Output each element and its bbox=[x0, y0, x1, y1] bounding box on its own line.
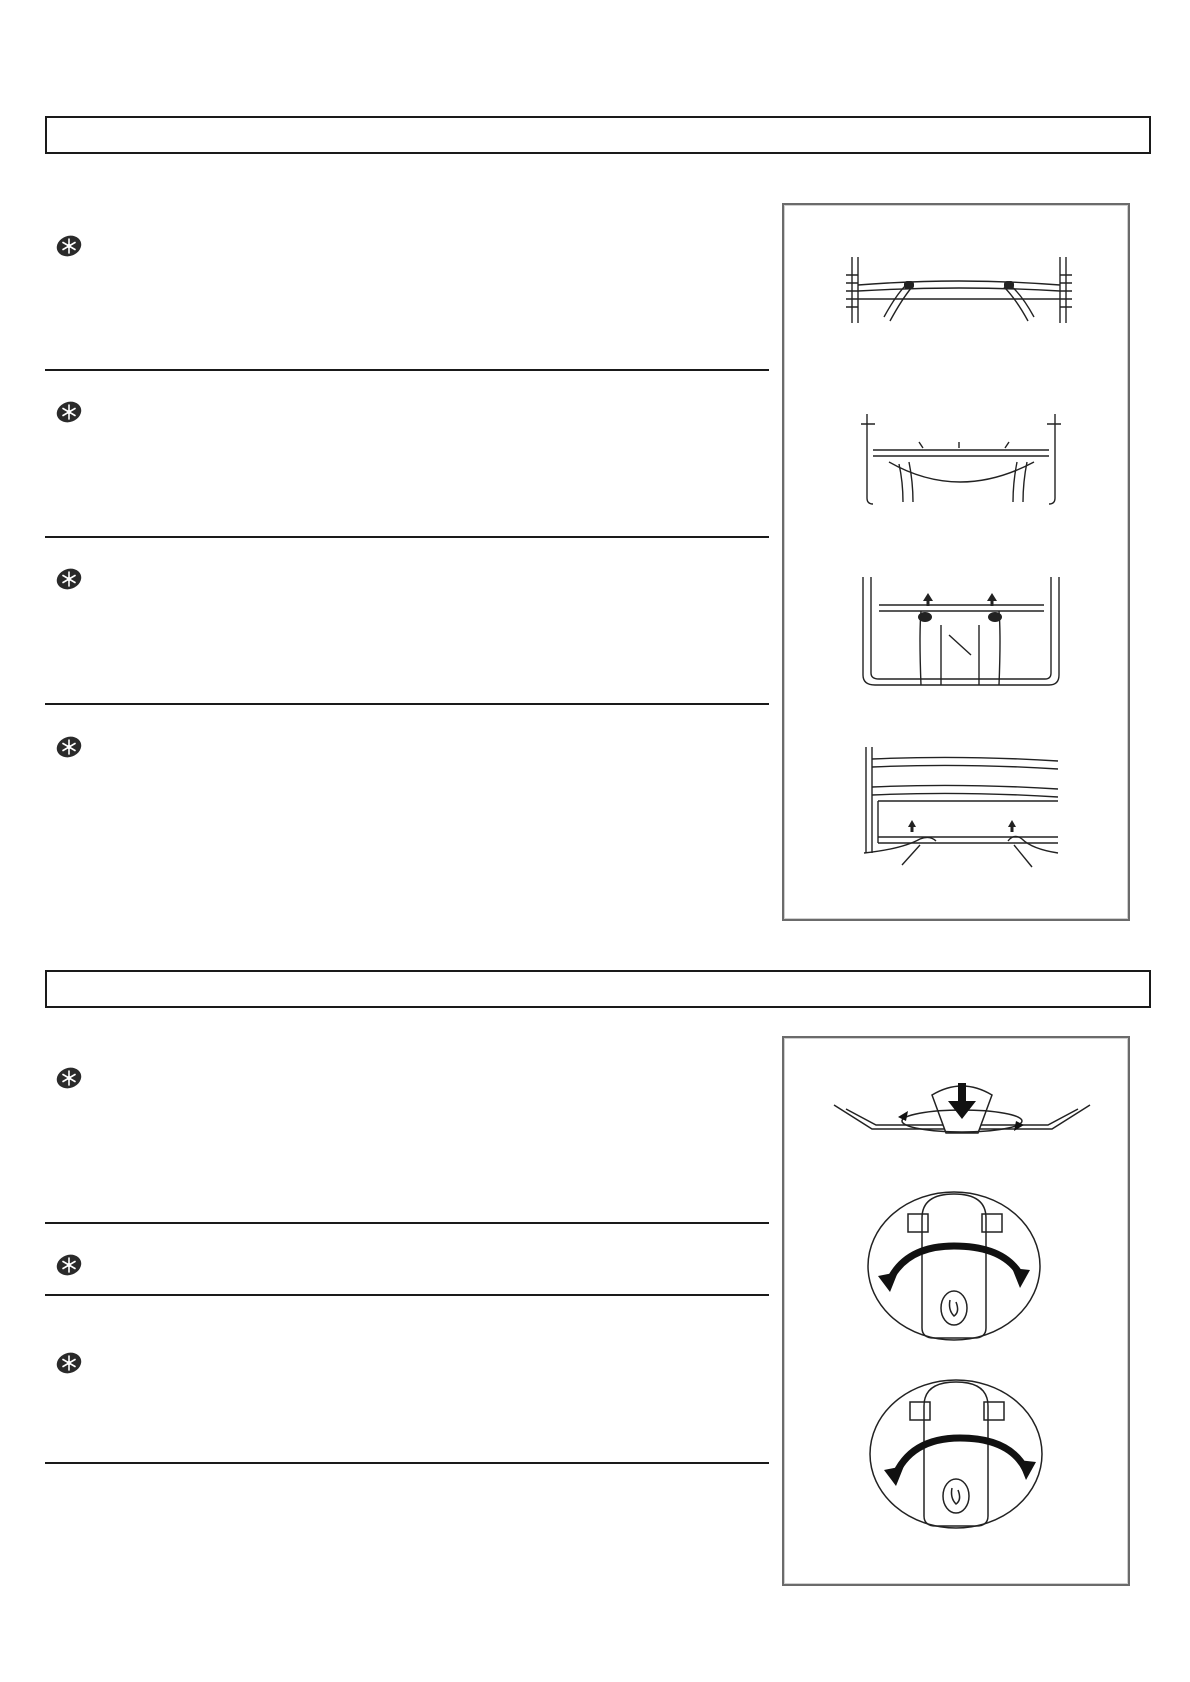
step-2-3 bbox=[45, 1345, 769, 1460]
divider bbox=[45, 1222, 769, 1224]
divider bbox=[45, 536, 769, 538]
snowflake-bullet-icon bbox=[55, 1064, 83, 1092]
step-2-2 bbox=[45, 1247, 769, 1292]
step-1-3 bbox=[45, 561, 769, 701]
snowflake-bullet-icon bbox=[55, 565, 83, 593]
figure-panel-1 bbox=[782, 203, 1130, 921]
shelf-tilt-remove-icon bbox=[859, 412, 1064, 507]
figure-panel-2 bbox=[782, 1036, 1130, 1586]
snowflake-bullet-icon bbox=[55, 232, 83, 260]
step-1-4 bbox=[45, 729, 769, 899]
section-header-2 bbox=[45, 970, 1151, 1008]
thermostat-knob-rotate-icon bbox=[864, 1188, 1044, 1343]
snowflake-bullet-icon bbox=[55, 1251, 83, 1279]
divider bbox=[45, 1462, 769, 1464]
snowflake-bullet-icon bbox=[55, 1349, 83, 1377]
snowflake-bullet-icon bbox=[55, 398, 83, 426]
crisper-drawer-lift-icon bbox=[862, 745, 1062, 875]
thermostat-knob-rotate-icon bbox=[866, 1376, 1046, 1531]
step-1-2 bbox=[45, 394, 769, 534]
section-header-1 bbox=[45, 116, 1151, 154]
shelf-lift-hands-icon bbox=[844, 255, 1074, 345]
divider bbox=[45, 703, 769, 705]
snowflake-bullet-icon bbox=[55, 733, 83, 761]
step-2-1 bbox=[45, 1060, 769, 1220]
step-1-1 bbox=[45, 228, 769, 366]
cover-lift-arrows-icon bbox=[859, 575, 1064, 690]
divider bbox=[45, 1294, 769, 1296]
lamp-cover-press-rotate-icon bbox=[832, 1073, 1092, 1148]
divider bbox=[45, 369, 769, 371]
